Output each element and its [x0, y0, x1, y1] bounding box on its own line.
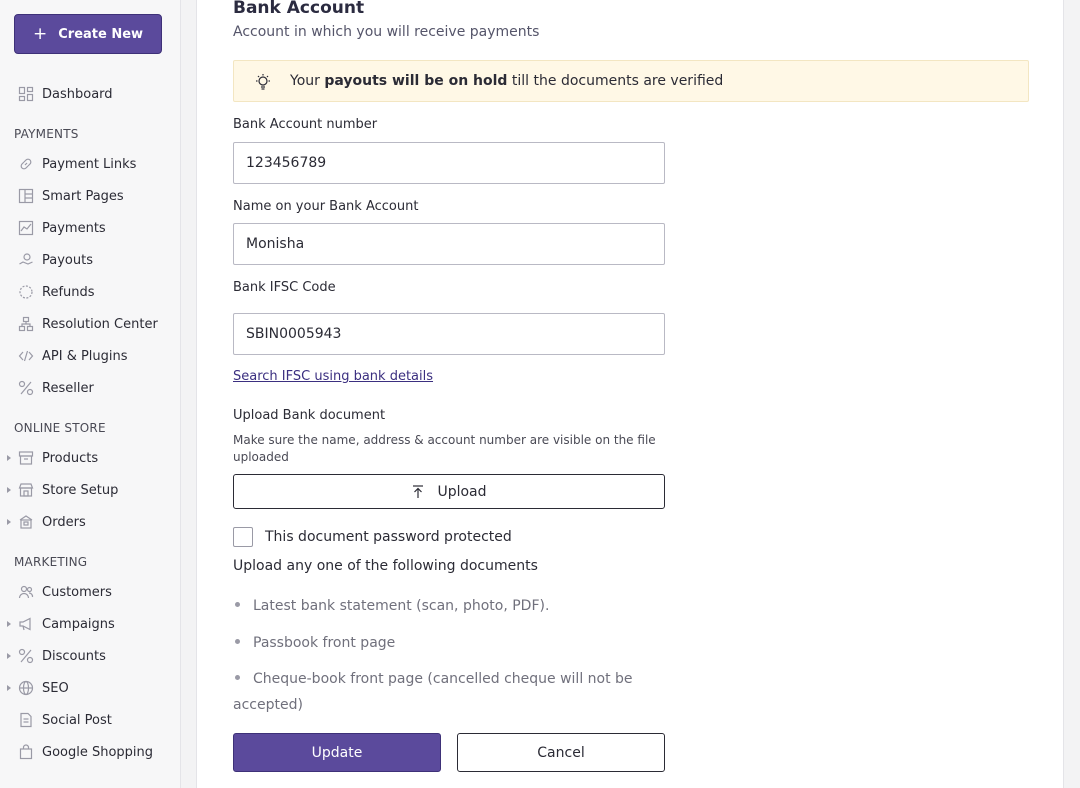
bank-account-card: [196, 0, 1064, 788]
sidebar-item-api-plugins[interactable]: [0, 341, 181, 371]
sidebar-item-label: Payments: [42, 220, 106, 236]
account-name-label: Name on your Bank Account: [233, 199, 419, 214]
sidebar-item-dashboard[interactable]: [0, 79, 181, 109]
bullet-icon: [235, 602, 240, 607]
payout-hold-notice: [233, 60, 1029, 102]
bullet-icon: [235, 639, 240, 644]
hierarchy-icon: [18, 316, 34, 332]
account-number-label: Bank Account number: [233, 117, 378, 132]
store-icon: [18, 482, 34, 498]
dashboard-icon: [18, 86, 34, 102]
caret-right-icon: [7, 685, 11, 691]
caret-right-icon: [7, 487, 11, 493]
percent-icon: [18, 648, 34, 664]
password-protected-checkbox[interactable]: [233, 527, 253, 547]
caret-right-icon: [7, 455, 11, 461]
sidebar-item-label: Reseller: [42, 380, 94, 396]
bullet-icon: [235, 675, 240, 680]
sidebar-item-orders[interactable]: [0, 507, 181, 537]
sidebar-item-label: Payouts: [42, 252, 93, 268]
create-new-button[interactable]: [14, 14, 162, 54]
ifsc-input[interactable]: [233, 313, 665, 355]
notice-suffix: till the documents are verified: [511, 73, 724, 89]
users-icon: [18, 584, 34, 600]
upload-button-label: Upload: [437, 483, 487, 500]
sidebar-item-label: Google Shopping: [42, 744, 154, 760]
sidebar-item-campaigns[interactable]: [0, 609, 181, 639]
lightbulb-icon: [254, 73, 272, 91]
list-item: [233, 630, 673, 656]
page-title: Bank Account: [233, 0, 365, 18]
code-icon: [18, 348, 34, 364]
sidebar: [0, 0, 181, 788]
sidebar-item-label: Discounts: [42, 648, 106, 664]
caret-right-icon: [7, 653, 11, 659]
ifsc-label: Bank IFSC Code: [233, 280, 336, 295]
sidebar-item-customers[interactable]: [0, 577, 181, 607]
sidebar-item-label: Orders: [42, 514, 86, 530]
sidebar-item-resolution-center[interactable]: [0, 309, 181, 339]
list-item: [233, 666, 633, 718]
sidebar-item-label: Customers: [42, 584, 112, 600]
page-layout-icon: [18, 188, 34, 204]
sidebar-item-label: Resolution Center: [42, 316, 158, 332]
sidebar-item-payments[interactable]: [0, 213, 181, 243]
upload-label: Upload Bank document: [233, 408, 386, 423]
search-ifsc-link[interactable]: Search IFSC using bank details: [233, 369, 434, 384]
account-number-input[interactable]: [233, 142, 665, 184]
create-new-label: Create New: [58, 26, 144, 42]
upload-button[interactable]: [233, 474, 665, 509]
sidebar-item-label: Payment Links: [42, 156, 137, 172]
upload-help-text: Make sure the name, address & account number are visible on the file uploaded: [233, 433, 656, 464]
sidebar-item-label: SEO: [42, 680, 69, 696]
password-protected-label: This document password protected: [265, 529, 512, 545]
section-title-online-store: ONLINE STORE: [14, 421, 106, 435]
orders-icon: [18, 514, 34, 530]
section-title-payments: PAYMENTS: [14, 127, 79, 141]
account-name-input[interactable]: [233, 223, 665, 265]
sidebar-item-social-post[interactable]: [0, 705, 181, 735]
caret-right-icon: [7, 519, 11, 525]
shopping-bag-icon: [18, 744, 34, 760]
link-icon: [18, 156, 34, 172]
document-icon: [18, 712, 34, 728]
sidebar-item-products[interactable]: [0, 443, 181, 473]
plus-icon: +: [33, 23, 48, 44]
list-item: [233, 593, 673, 619]
notice-prefix: Your: [290, 73, 320, 89]
megaphone-icon: [18, 616, 34, 632]
notice-bold: payouts will be on hold: [324, 73, 508, 89]
sidebar-item-label: Store Setup: [42, 482, 119, 498]
sidebar-item-label: Dashboard: [42, 86, 113, 102]
notice-text: [290, 73, 723, 89]
sidebar-item-label: Refunds: [42, 284, 95, 300]
docs-title: Upload any one of the following documents: [233, 558, 538, 574]
box-icon: [18, 450, 34, 466]
caret-right-icon: [7, 621, 11, 627]
list-item-text: Passbook front page: [253, 635, 396, 651]
sidebar-item-label: API & Plugins: [42, 348, 128, 364]
sidebar-item-label: Smart Pages: [42, 188, 124, 204]
cancel-button[interactable]: Cancel: [457, 733, 665, 772]
sidebar-item-label: Social Post: [42, 712, 112, 728]
sidebar-item-seo[interactable]: [0, 673, 181, 703]
upload-icon: [411, 485, 425, 499]
sidebar-item-label: Campaigns: [42, 616, 115, 632]
sidebar-item-discounts[interactable]: [0, 641, 181, 671]
sidebar-item-google-shopping[interactable]: [0, 737, 181, 767]
section-title-marketing: MARKETING: [14, 555, 88, 569]
page-subtitle: Account in which you will receive payments: [233, 24, 540, 40]
refresh-icon: [18, 284, 34, 300]
update-button[interactable]: Update: [233, 733, 441, 772]
sidebar-item-refunds[interactable]: [0, 277, 181, 307]
sidebar-item-store-setup[interactable]: [0, 475, 181, 505]
sidebar-item-label: Products: [42, 450, 99, 466]
globe-icon: [18, 680, 34, 696]
chart-icon: [18, 220, 34, 236]
percent-icon: [18, 380, 34, 396]
list-item-text: Latest bank statement (scan, photo, PDF).: [253, 598, 550, 614]
sidebar-item-smart-pages[interactable]: [0, 181, 181, 211]
list-item-text: Cheque-book front page (cancelled cheque will not be accepted): [233, 671, 633, 713]
hand-money-icon: [18, 252, 34, 268]
sidebar-item-payouts[interactable]: [0, 245, 181, 275]
sidebar-item-reseller[interactable]: [0, 373, 181, 403]
sidebar-item-payment-links[interactable]: [0, 149, 181, 179]
